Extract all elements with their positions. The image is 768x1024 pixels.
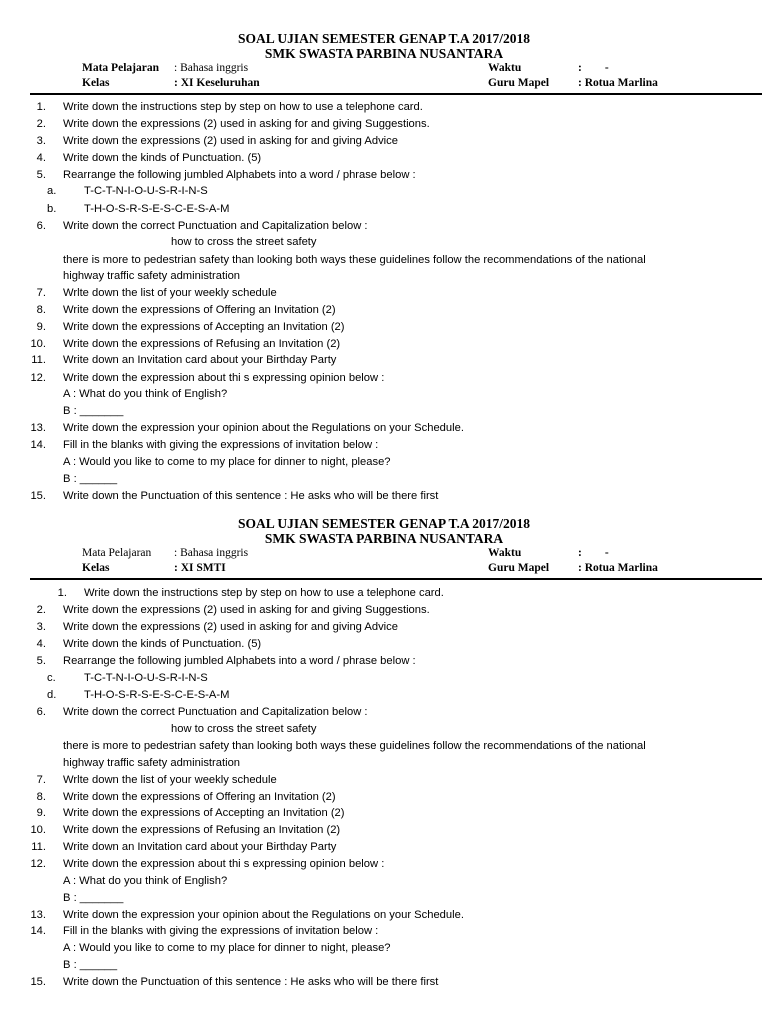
- question-text: Write down the expressions (2) used in asking for and giving Suggestions.: [63, 604, 430, 616]
- question-text: Write down the instructions step by step on how to use a telephone card.: [63, 101, 423, 113]
- question-number: 9.: [36, 321, 46, 333]
- value-class: : XI SMTI: [174, 562, 226, 574]
- sub-item-text: T-C-T-N-I-O-U-S-R-I-N-S: [84, 185, 208, 197]
- label-time: Waktu: [488, 62, 522, 74]
- sub-item-letter: a.: [47, 185, 57, 197]
- question-number: 1.: [57, 587, 67, 599]
- question-text: Wrlte down the list of your weekly schedule: [63, 774, 277, 786]
- dialog-text: A : Would you like to come to my place for dinner to night, please?: [63, 456, 391, 468]
- question-text: Fill in the blanks with giving the expressions of invitation below :: [63, 439, 379, 451]
- question-text: Write down the expression about thi s expressing opinion below :: [63, 372, 385, 384]
- question-number: 2.: [36, 118, 46, 130]
- value-time: : -: [578, 62, 609, 74]
- passage-text: there is more to pedestrian safety than looking both ways these guidelines follow the recommendations of the national: [63, 740, 646, 752]
- label-teacher: Guru Mapel: [488, 77, 550, 89]
- dialog-text: A : What do you think of English?: [63, 388, 228, 400]
- question-text: Write down the kinds of Punctuation. (5): [63, 152, 262, 164]
- label-time: Waktu: [488, 547, 522, 559]
- question-text: Write down the kinds of Punctuation. (5): [63, 638, 262, 650]
- header-divider: [30, 578, 762, 580]
- dialog-text: A : Would you like to come to my place for dinner to night, please?: [63, 942, 391, 954]
- question-number: 6.: [36, 220, 46, 232]
- question-text: Write down the expressions (2) used in asking for and giving Suggestions.: [63, 118, 430, 130]
- question-number: 13.: [30, 422, 46, 434]
- sub-item-text: T-C-T-N-I-O-U-S-R-I-N-S: [84, 672, 208, 684]
- question-number: 3.: [36, 621, 46, 633]
- value-subject: : Bahasa inggris: [174, 62, 249, 74]
- sub-item-text: T-H-O-S-R-S-E-S-C-E-S-A-M: [84, 689, 230, 701]
- question-number: 14.: [30, 439, 46, 451]
- question-text: Write down the expressions (2) used in asking for and giving Advice: [63, 621, 398, 633]
- passage-text: highway traffic safety administration: [63, 757, 241, 769]
- passage-text: highway traffic safety administration: [63, 270, 241, 282]
- question-text: Write down the expressions of Offering an Invitation (2): [63, 304, 336, 316]
- question-number: 8.: [36, 791, 46, 803]
- label-class: Kelas: [82, 77, 110, 89]
- value-teacher: : Rotua Marlina: [578, 562, 658, 574]
- passage-heading-text: how to cross the street safety: [171, 723, 317, 735]
- question-number: 8.: [36, 304, 46, 316]
- question-number: 10.: [30, 338, 46, 350]
- sub-item-letter: c.: [47, 672, 56, 684]
- dialog-text: B : ______: [63, 959, 118, 971]
- question-number: 15.: [30, 976, 46, 988]
- question-number: 10.: [30, 824, 46, 836]
- question-number: 13.: [30, 909, 46, 921]
- dialog-text: B : _______: [63, 405, 124, 417]
- question-number: 5.: [36, 655, 46, 667]
- question-text: Write down the instructions step by step on how to use a telephone card.: [84, 587, 444, 599]
- question-text: Write down the correct Punctuation and Capitalization below :: [63, 220, 368, 232]
- label-subject: Mata Pelajaran: [82, 62, 159, 74]
- header-divider: [30, 93, 762, 95]
- question-text: Fill in the blanks with giving the expressions of invitation below :: [63, 925, 379, 937]
- question-number: 1.: [36, 101, 46, 113]
- value-teacher: : Rotua Marlina: [578, 77, 658, 89]
- question-text: Rearrange the following jumbled Alphabets into a word / phrase below :: [63, 655, 416, 667]
- exam-title: SOAL UJIAN SEMESTER GENAP T.A 2017/2018: [237, 31, 531, 46]
- question-text: Write down the expressions of Refusing an Invitation (2): [63, 824, 341, 836]
- dialog-text: B : _______: [63, 892, 124, 904]
- question-text: Write down the expressions of Offering an Invitation (2): [63, 791, 336, 803]
- value-subject: : Bahasa inggris: [174, 547, 249, 559]
- question-number: 9.: [36, 807, 46, 819]
- dialog-text: B : ______: [63, 473, 118, 485]
- question-number: 12.: [30, 858, 46, 870]
- question-number: 14.: [30, 925, 46, 937]
- value-class: : XI Keseluruhan: [174, 77, 260, 89]
- dialog-text: A : What do you think of English?: [63, 875, 228, 887]
- question-text: Write down the Punctuation of this sentence : He asks who will be there first: [63, 490, 439, 502]
- passage-text: there is more to pedestrian safety than looking both ways these guidelines follow the recommendations of the national: [63, 254, 646, 266]
- question-text: Write down the expression your opinion about the Regulations on your Schedule.: [63, 909, 464, 921]
- question-text: Write down the expression about thi s expressing opinion below :: [63, 858, 385, 870]
- question-number: 7.: [36, 774, 46, 786]
- question-text: Write down the expressions of Accepting an Invitation (2): [63, 321, 345, 333]
- label-class: Kelas: [82, 562, 110, 574]
- question-text: Rearrange the following jumbled Alphabets into a word / phrase below :: [63, 169, 416, 181]
- question-text: Wrlte down the list of your weekly schedule: [63, 287, 277, 299]
- sub-item-text: T-H-O-S-R-S-E-S-C-E-S-A-M: [84, 203, 230, 215]
- question-number: 4.: [36, 152, 46, 164]
- question-number: 2.: [36, 604, 46, 616]
- question-number: 4.: [36, 638, 46, 650]
- question-text: Write down the expressions (2) used in asking for and giving Advice: [63, 135, 398, 147]
- question-number: 15.: [30, 490, 46, 502]
- value-time: : -: [578, 547, 609, 559]
- question-number: 3.: [36, 135, 46, 147]
- label-subject: Mata Pelajaran: [82, 547, 152, 559]
- question-text: Write down the Punctuation of this sentence : He asks who will be there first: [63, 976, 439, 988]
- question-number: 12.: [30, 372, 46, 384]
- question-number: 11.: [31, 841, 46, 853]
- question-text: Write down the expressions of Refusing an Invitation (2): [63, 338, 341, 350]
- passage-heading-text: how to cross the street safety: [171, 236, 317, 248]
- sub-item-letter: d.: [47, 689, 57, 701]
- question-number: 5.: [36, 169, 46, 181]
- school-name: SMK SWASTA PARBINA NUSANTARA: [264, 46, 504, 61]
- question-text: Write down the expressions of Accepting an Invitation (2): [63, 807, 345, 819]
- school-name: SMK SWASTA PARBINA NUSANTARA: [264, 531, 504, 546]
- question-text: Write down the correct Punctuation and Capitalization below :: [63, 706, 368, 718]
- question-text: Write down an Invitation card about your Birthday Party: [63, 354, 337, 366]
- question-number: 7.: [36, 287, 46, 299]
- question-number: 11.: [31, 354, 46, 366]
- question-text: Write down the expression your opinion about the Regulations on your Schedule.: [63, 422, 464, 434]
- question-number: 6.: [36, 706, 46, 718]
- sub-item-letter: b.: [47, 203, 57, 215]
- label-teacher: Guru Mapel: [488, 562, 550, 574]
- exam-title: SOAL UJIAN SEMESTER GENAP T.A 2017/2018: [237, 516, 531, 531]
- question-text: Write down an Invitation card about your Birthday Party: [63, 841, 337, 853]
